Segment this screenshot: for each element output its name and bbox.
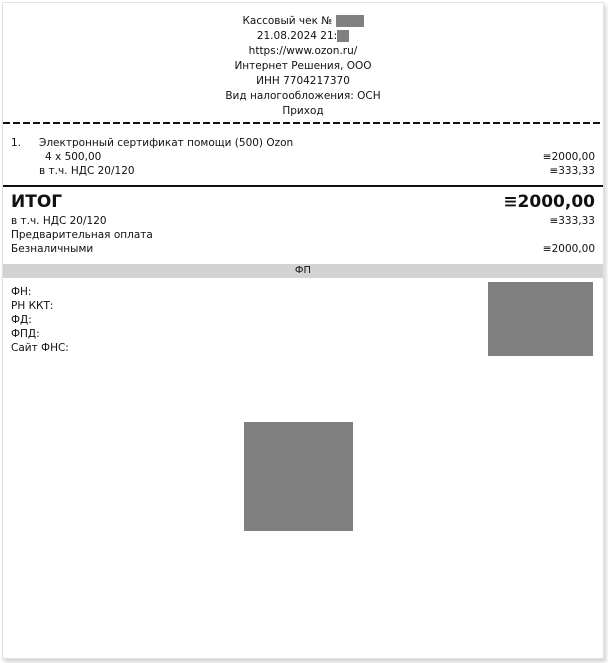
fn-label: ФН:: [11, 286, 32, 298]
item-qty-price: 4 x 500,00: [45, 151, 102, 163]
item-name: Электронный сертификат помощи (500) Ozon: [39, 137, 294, 149]
redacted-fiscal-values: [488, 282, 593, 356]
receipt-header: [3, 14, 603, 119]
total-vat-label: в т.ч. НДС 20/120: [11, 215, 107, 227]
rn-kkt-label: РН ККТ:: [11, 300, 54, 312]
website: https://www.ozon.ru/: [248, 45, 358, 57]
cashless-line: [11, 242, 595, 256]
item-line: [11, 136, 595, 150]
fiscal-section-bar: [3, 264, 603, 278]
item-number: 1.: [11, 137, 22, 149]
operation-type: Приход: [282, 105, 324, 117]
total-line: [11, 192, 595, 212]
cashless-amount: ≡2000,00: [542, 243, 595, 255]
receipt-title-line: [3, 14, 603, 29]
item-vat-amount: ≡333,33: [549, 165, 595, 177]
total-label: ИТОГ: [11, 192, 63, 212]
total-vat-amount: ≡333,33: [549, 215, 595, 227]
dashed-divider: [3, 122, 603, 124]
company-name: Интернет Решения, ООО: [234, 60, 372, 72]
cashless-label: Безналичными: [11, 243, 94, 255]
receipt-datetime: 21.08.2024 21:: [256, 30, 338, 42]
redacted-qr-code: [244, 422, 353, 531]
datetime-line: [3, 29, 603, 44]
prepayment-line: [11, 228, 595, 242]
total-vat-line: [11, 214, 595, 228]
tax-system: Вид налогообложения: ОСН: [225, 90, 381, 102]
prepayment-label: Предварительная оплата: [11, 229, 153, 241]
receipt-page: [2, 2, 604, 659]
fd-label: ФД:: [11, 314, 32, 326]
fpd-label: ФПД:: [11, 328, 40, 340]
fns-site-label: Сайт ФНС:: [11, 342, 69, 354]
fiscal-section-label: ФП: [294, 265, 312, 276]
inn: ИНН 7704217370: [256, 75, 350, 87]
item-amount: ≡2000,00: [542, 151, 595, 163]
solid-divider: [3, 185, 603, 187]
item-vat-label: в т.ч. НДС 20/120: [39, 165, 135, 177]
redacted-receipt-number: [336, 15, 364, 27]
total-amount: ≡2000,00: [503, 192, 595, 212]
redacted-time: [337, 30, 349, 42]
receipt-title: Кассовый чек №: [242, 15, 333, 27]
